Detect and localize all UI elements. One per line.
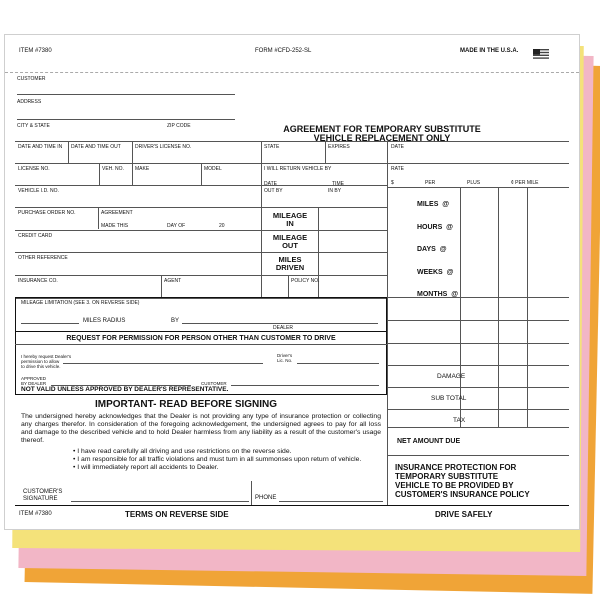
- rate-row-hours: HOURS @: [417, 224, 453, 231]
- rate-dollar: $: [391, 180, 394, 186]
- rate-plus: PLUS: [467, 180, 481, 186]
- expires-label: EXPIRES: [328, 144, 350, 150]
- made-in-usa: MADE IN THE U.S.A.: [460, 48, 519, 54]
- drivers-license-label: DRIVER'S LICENSE NO.: [135, 144, 192, 150]
- date-time-out-label: DATE AND TIME OUT: [71, 144, 121, 150]
- not-valid-notice: NOT VALID UNLESS APPROVED BY DEALER'S REPRESENTATIVE.: [21, 386, 229, 393]
- rate-row-miles: MILES @: [417, 201, 450, 208]
- approved-by-dealer-label: APPROVED BY DEALER: [21, 376, 47, 386]
- rate-row-weeks: WEEKS @: [417, 269, 454, 276]
- return-date-label: DATE: [264, 181, 277, 187]
- vehicle-id-label: VEHICLE I.D. NO.: [18, 188, 59, 194]
- state-label: STATE: [264, 144, 280, 150]
- date-label: DATE: [391, 144, 404, 150]
- rate-per: PER: [425, 180, 436, 186]
- drivers-lic-label: Driver's Lic. No.: [277, 353, 293, 363]
- day-of-label: DAY OF: [167, 223, 186, 229]
- footer-item-number: ITEM #7380: [19, 511, 52, 517]
- veh-no-label: VEH. NO.: [102, 166, 124, 172]
- form-number: FORM #CFD-252-SL: [255, 48, 312, 54]
- model-label: MODEL: [204, 166, 222, 172]
- rate-row-days: DAYS @: [417, 246, 447, 253]
- miles-radius-label: MILES RADIUS: [83, 318, 126, 324]
- rate-label: RATE: [391, 166, 404, 172]
- total-damage: DAMAGE: [437, 373, 466, 380]
- return-time-label: TIME: [332, 181, 344, 187]
- purchase-order-label: PURCHASE ORDER NO.: [18, 210, 76, 216]
- rate-per-mile: ¢ PER MILE: [511, 180, 539, 186]
- drive-safely: DRIVE SAFELY: [435, 510, 493, 519]
- make-label: MAKE: [135, 166, 150, 172]
- date-time-in-label: DATE AND TIME IN: [18, 144, 63, 150]
- customer-label: CUSTOMER: [17, 76, 46, 82]
- by-label: BY: [171, 318, 180, 324]
- permission-customer-label: CUSTOMER: [201, 381, 227, 386]
- insurance-protection-notice: INSURANCE PROTECTION FOR TEMPORARY SUBSTITUTE VEHICLE TO BE PROVIDED BY CUSTOMER'S INSURANCE POLICY: [395, 463, 530, 499]
- important-text: The undersigned hereby acknowledges that the Dealer is not providing any type of insurance protection or collecting any charges therefor. In consideration of the foregoing acknowledgement, the undersigned agrees to pay for all loss and damage to the described vehicle and to hold Dealer harmless from any liability as a result of the customer's usage thereof.: [21, 413, 381, 444]
- agent-label: AGENT: [164, 278, 182, 284]
- will-return-label: I WILL RETURN VEHICLE BY: [264, 166, 332, 172]
- credit-card-label: CREDIT CARD: [18, 233, 53, 239]
- total-sub-total: SUB TOTAL: [431, 395, 467, 402]
- zip-label: ZIP CODE: [167, 123, 191, 129]
- phone-label: PHONE: [255, 495, 277, 501]
- dealer-label: DEALER: [273, 325, 294, 331]
- us-flag-icon: [533, 46, 549, 56]
- important-bullets: • I have read carefully all driving and use restrictions on the reverse side. • I am responsible for all traffic violations and must turn in all summonses upon return of vehicle. • I will immediately report all accidents to Dealer.: [73, 448, 362, 471]
- agreement-label: AGREEMENT: [101, 210, 133, 216]
- total-tax: TAX: [453, 417, 466, 424]
- agreement-title: AGREEMENT FOR TEMPORARY SUBSTITUTE VEHICLE REPLACEMENT ONLY: [283, 124, 481, 143]
- other-reference-label: OTHER REFERENCE: [18, 255, 68, 261]
- address-label: ADDRESS: [17, 99, 42, 105]
- policy-no-label: POLICY NO.: [291, 278, 320, 284]
- city-state-label: CITY & STATE: [17, 123, 50, 129]
- permission-request-text: I hereby request Dealer's permission to allow to drive this vehicle.: [21, 354, 72, 369]
- year-label: 20: [219, 223, 225, 229]
- rental-agreement-form: [4, 34, 580, 530]
- made-this-label: MADE THIS: [101, 223, 129, 229]
- perforation-line: [5, 72, 579, 73]
- out-by-label: OUT BY: [264, 188, 283, 194]
- mileage-limitation-label: MILEAGE LIMITATION (SEE 3. ON REVERSE SIDE): [21, 300, 140, 306]
- rate-row-months: MONTHS @: [417, 291, 459, 298]
- license-no-label: LICENSE NO.: [18, 166, 50, 172]
- mileage-in-label: MILEAGE IN: [272, 211, 308, 228]
- total-net-amount-due: NET AMOUNT DUE: [397, 438, 461, 445]
- in-by-label: IN BY: [328, 188, 342, 194]
- miles-driven-label: MILES DRIVEN: [275, 255, 305, 272]
- customer-signature-label: CUSTOMER'S SIGNATURE: [23, 489, 63, 502]
- permission-title: REQUEST FOR PERMISSION FOR PERSON OTHER THAN CUSTOMER TO DRIVE: [66, 335, 336, 342]
- terms-reverse-side: TERMS ON REVERSE SIDE: [125, 510, 229, 519]
- mileage-out-label: MILEAGE OUT: [272, 233, 308, 250]
- insurance-co-label: INSURANCE CO.: [18, 278, 58, 284]
- item-number: ITEM #7380: [19, 48, 52, 54]
- important-title: IMPORTANT- READ BEFORE SIGNING: [95, 399, 278, 410]
